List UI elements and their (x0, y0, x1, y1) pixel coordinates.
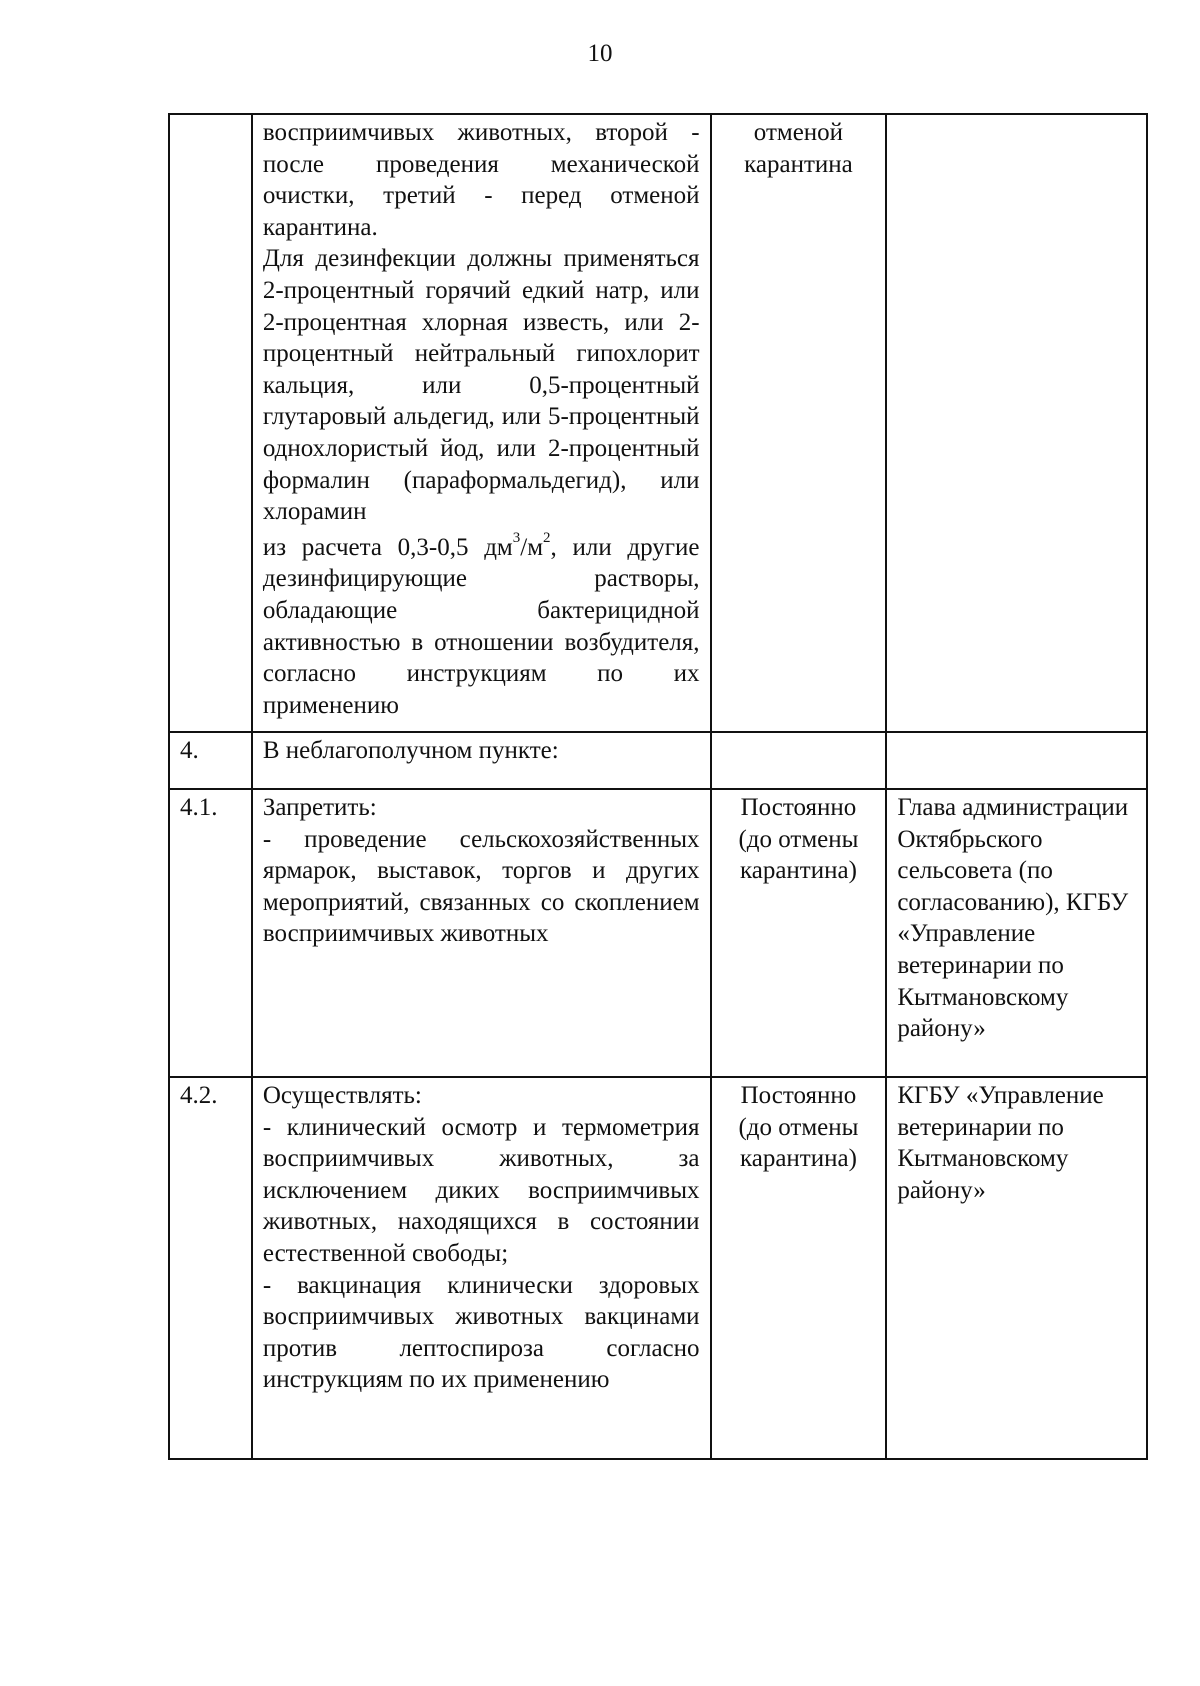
term-cell: Постоянно (до отмены карантина) (711, 789, 887, 1077)
table-row (169, 1077, 1147, 1459)
action-paragraph: Для дезинфекции должны применяться 2-процентный горячий едкий натр, или 2-процентная хлорная известь, или 2-процентный нейтральный гипохлорит кальция, или 0,5-процентный глутаровый альдегид, или 5-процентный однохлористый йод, или 2-процентный формалин (параформальдегид), или хлорамин (262, 245, 700, 526)
responsible-cell (886, 732, 1147, 789)
table-row (169, 789, 1147, 1077)
row-number-cell: 4.2. (169, 1077, 252, 1459)
action-cell (252, 114, 711, 732)
term-cell: Постоянно (до отмены карантина) (711, 1077, 887, 1459)
action-cell: В неблагополучном пункте: (252, 732, 711, 789)
table-row (169, 114, 1147, 732)
responsible-cell: КГБУ «Управление ветеринарии по Кытмановскому району» (886, 1077, 1147, 1459)
action-heading: Запретить: (262, 794, 377, 821)
rate-mid: /м (520, 533, 544, 561)
rate-suffix: , или другие дезинфицирующие растворы, обладающие бактерицидной активностью в отношении возбудителя, согласно инструкциям по их применению (262, 533, 700, 719)
responsible-cell (886, 114, 1147, 732)
term-cell: отменой карантина (711, 114, 887, 732)
rate-superscript: 3 (512, 529, 521, 546)
disinfectant-rate (262, 529, 700, 722)
page-number: 10 (587, 40, 613, 67)
row-number-cell: 4.1. (169, 789, 252, 1077)
action-paragraph: - проведение сельскохозяйственных ярмарок, выставок, торгов и других мероприятий, связанных со скоплением восприимчивых животных (262, 825, 700, 948)
row-number-cell: 4. (169, 732, 252, 789)
action-cell (252, 1077, 711, 1459)
action-paragraph: восприимчивых животных, второй - после проведения механической очистки, третий - перед отменой карантина. (262, 119, 700, 241)
action-heading: Осуществлять: (262, 1082, 422, 1109)
term-cell (711, 732, 887, 789)
action-cell (252, 789, 711, 1077)
rate-prefix: из расчета 0,3-0,5 дм (262, 533, 513, 561)
action-paragraph: - вакцинация клинически здоровых восприимчивых животных вакцинами против лептоспироза согласно инструкциям по их применению (262, 1271, 700, 1394)
rate-superscript: 2 (543, 529, 551, 546)
responsible-cell: Глава администрации Октябрьского сельсовета (по согласованию), КГБУ «Управление ветеринарии по Кытмановскому району» (886, 789, 1147, 1077)
measures-table (168, 113, 1148, 1460)
table-row (169, 732, 1147, 789)
action-paragraph: - клинический осмотр и термометрия восприимчивых животных, за исключением диких восприимчивых животных, находящихся в состоянии естественной свободы; (262, 1113, 700, 1267)
row-number-cell (169, 114, 252, 732)
